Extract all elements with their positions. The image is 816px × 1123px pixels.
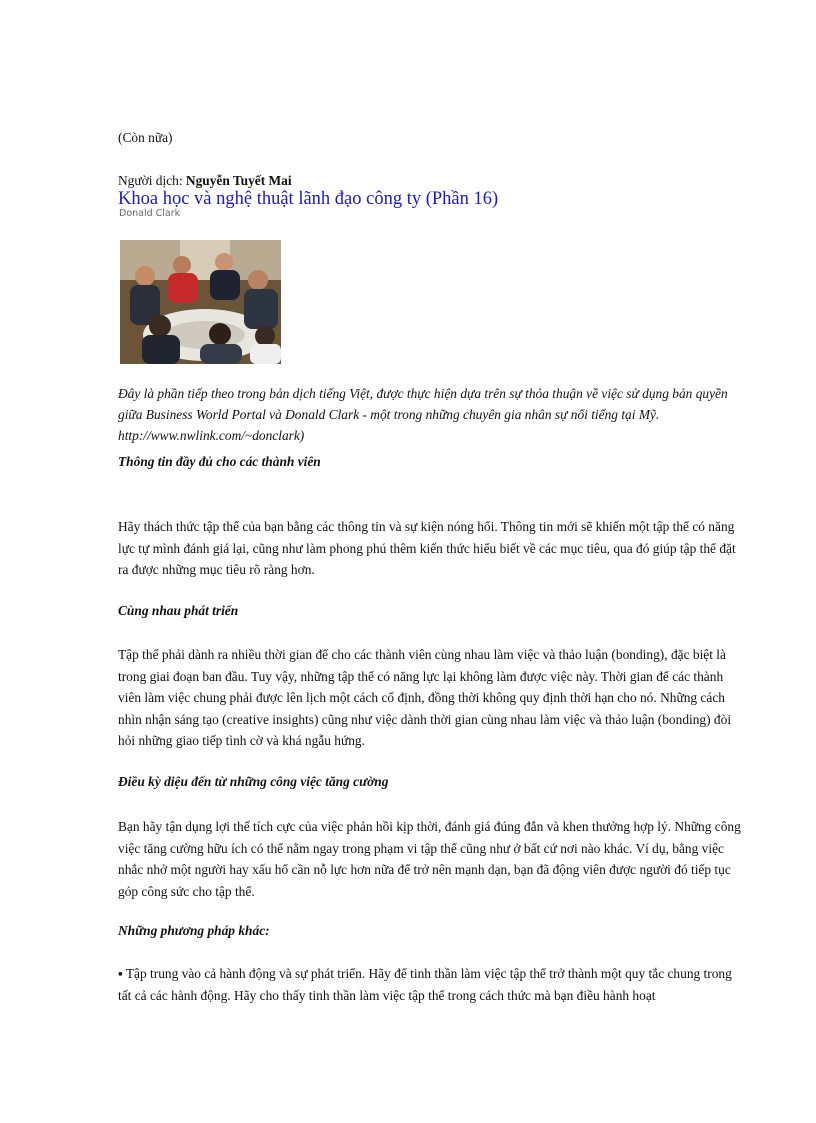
article-author: Donald Clark (119, 208, 181, 219)
section-heading: Những phương pháp khác: (118, 923, 270, 938)
intro-note: Đây là phần tiếp theo trong bản dịch tiếng Việt, được thực hiện dựa trên sự thỏa thuận về việc sử dụng bản quyền giữa Business World Portal và Donald Clark - một trong những chuyên gia nhân sự nổi tiếng tại Mỹ. http://www.nwlink.com/~donclark) (118, 386, 728, 444)
meeting-photo (120, 240, 281, 364)
section-paragraph: Hãy thách thức tập thể của bạn bằng các thông tin và sự kiện nóng hổi. Thông tin mới sẽ khiến một tập thể có năng lực tự mình đánh giá lại, cũng như làm phong phú thêm kiến thức hiểu biết về các mục tiêu, qua đó giúp tập thể đặt ra được những mục tiêu rõ ràng hơn. (118, 519, 736, 577)
continued-note: (Còn nữa) (118, 130, 173, 145)
article-title[interactable]: Khoa học và nghệ thuật lãnh đạo công ty (Phần 16) (118, 189, 499, 209)
section-paragraph: ▪ Tập trung vào cả hành động và sự phát triển. Hãy để tinh thần làm việc tập thể trở thành một quy tắc chung trong tất cả các hành động. Hãy cho thấy tinh thần làm việc tập thể trong cách thức mà bạn điều hành hoạt (118, 966, 732, 1003)
section-paragraph: Bạn hãy tận dụng lợi thế tích cực của việc phản hồi kịp thời, đánh giá đúng đắn và khen thưởng hợp lý. Những công việc tăng cường hữu ích có thể nằm ngay trong phạm vi tập thể cũng như ở bất cứ nơi nào khác. Ví dụ, bằng việc nhắc nhở một người hay xấu hổ cần nỗ lực hơn nữa để trở nên mạnh dạn, bạn đã động viên được người đó tiếp tục góp công sức cho tập thể. (118, 819, 741, 899)
section-heading: Điều kỳ diệu đến từ những công việc tăng cường (118, 774, 389, 789)
translator-label: Người dịch: (118, 173, 183, 188)
translator-name: Nguyễn Tuyết Mai (185, 173, 292, 188)
section-heading: Thông tin đầy đủ cho các thành viên (118, 454, 321, 469)
section-heading: Cùng nhau phát triển (118, 603, 239, 618)
section-paragraph: Tập thể phải dành ra nhiều thời gian để cho các thành viên cùng nhau làm việc và thảo luận (bonding), đặc biệt là trong giai đoạn ban đầu. Tuy vậy, những tập thể có năng lực lại không làm được việc này. Thời gian để các thành viên làm việc chung phải được lên lịch một cách cố định, đồng thời không quy định thời hạn cho nó. Những cách nhìn nhận sáng tạo (creative insights) cũng như việc dành thời gian cùng nhau làm việc và thảo luận (bonding) đòi hỏi những giao tiếp tình cờ và khá ngẫu hứng. (118, 647, 732, 748)
